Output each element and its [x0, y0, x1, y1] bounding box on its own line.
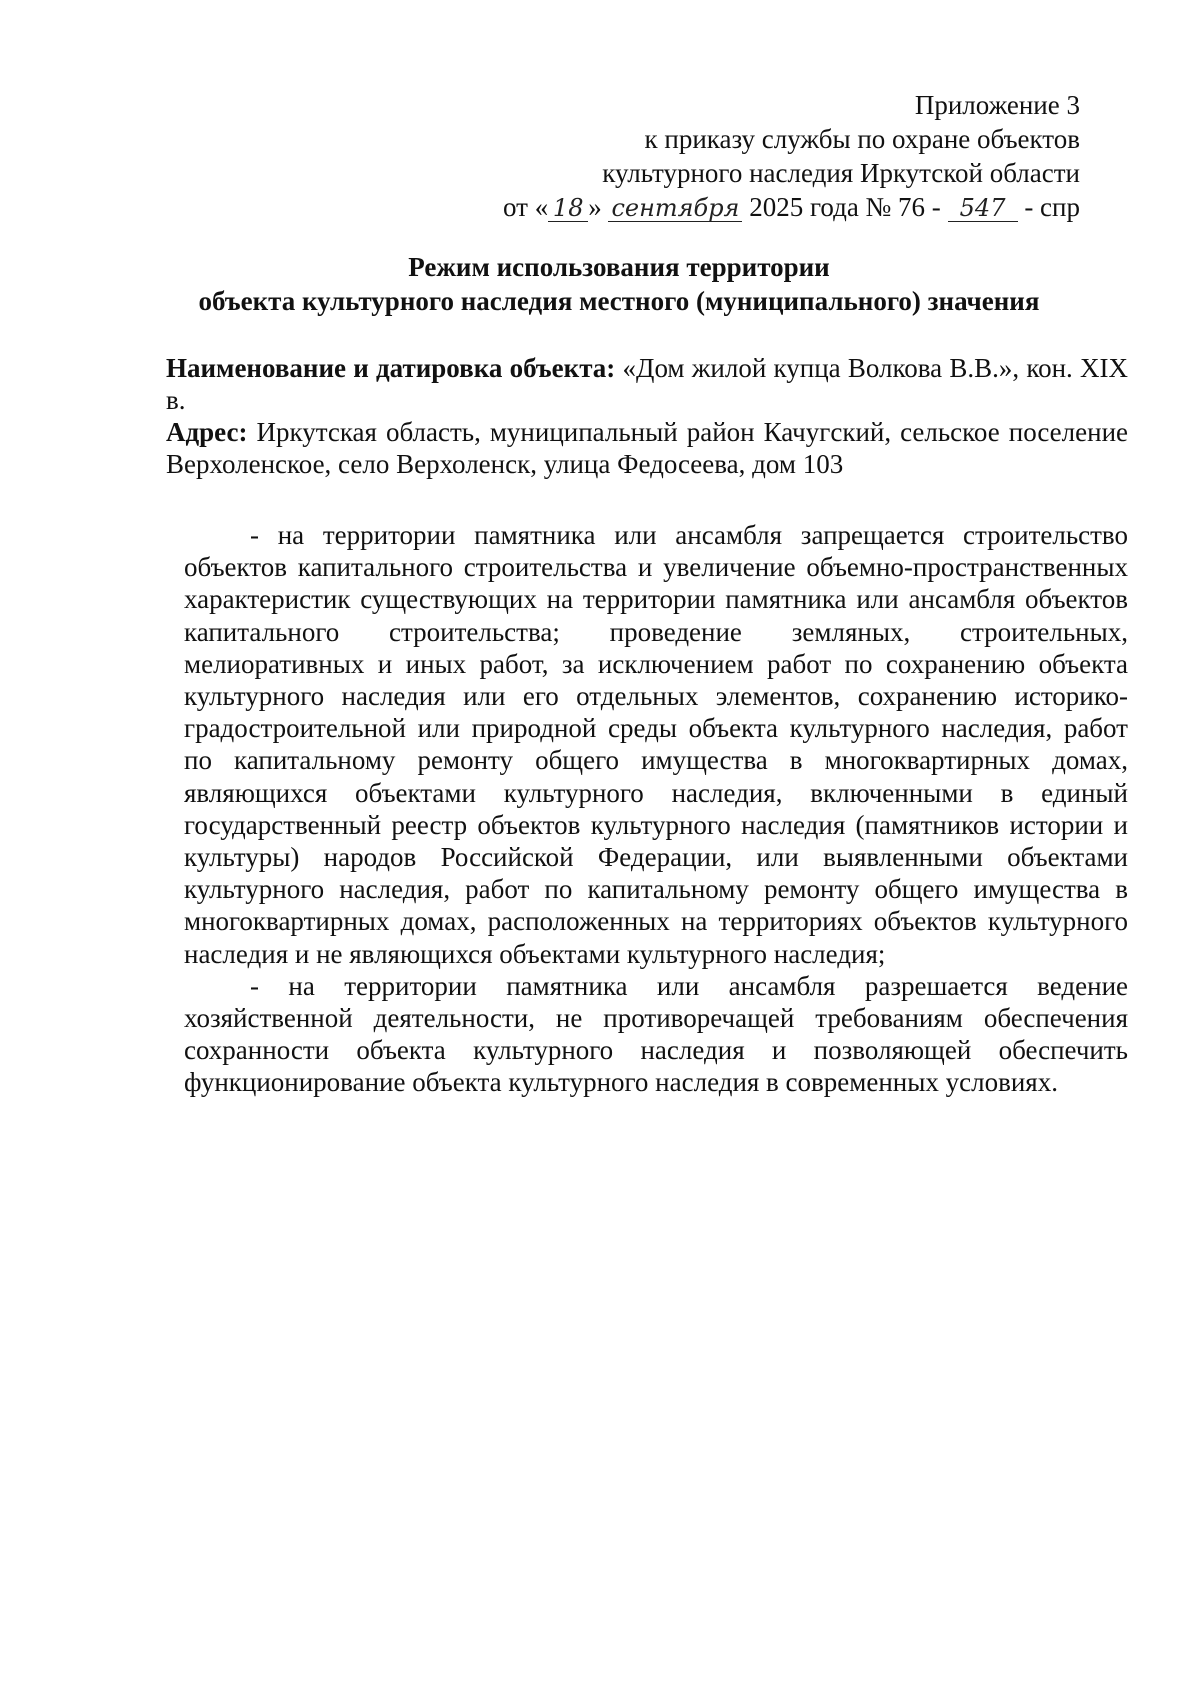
object-address-label: Адрес:	[166, 417, 248, 447]
date-suffix: 2025 года № 76 -	[749, 192, 941, 222]
title-line-1: Режим использования территории	[408, 252, 830, 282]
handwritten-month: сентября	[608, 195, 742, 222]
object-address-paragraph	[166, 416, 1128, 480]
title-line-2: объекта культурного наследия местного (муниципального) значения	[198, 286, 1040, 316]
rule-permission: - на территории памятника или ансамбля разрешается ведение хозяйственной деятельности, не противоречащей требованиям обеспечения сохранности объекта культурного наследия и позволяющей обеспечить функционирование объекта культурного наследия в современных условиях.	[184, 970, 1128, 1098]
order-suffix: - спр	[1024, 192, 1080, 222]
document-title	[160, 250, 1078, 318]
appendix-header	[360, 88, 1080, 224]
date-mid: »	[588, 192, 602, 222]
object-address-value: Иркутская область, муниципальный район Качугский, сельское поселение Верхоленское, село Верхоленск, улица Федосеева, дом 103	[166, 417, 1129, 479]
object-name-label: Наименование и датировка объекта:	[166, 353, 616, 383]
object-name-paragraph	[166, 352, 1128, 416]
date-prefix: от «	[503, 192, 549, 222]
appendix-agency: культурного наследия Иркутской области	[602, 158, 1080, 188]
object-info	[166, 352, 1128, 480]
usage-rules	[184, 519, 1128, 1099]
handwritten-order-number: 547	[948, 195, 1018, 222]
object-name-value: «Дом жилой купца Волкова В.В.», кон. XIX в.	[166, 353, 1128, 415]
appendix-date-line	[360, 190, 1080, 224]
appendix-order-ref: к приказу службы по охране объектов	[644, 124, 1080, 154]
appendix-title: Приложение 3	[914, 90, 1080, 120]
rule-prohibition: - на территории памятника или ансамбля запрещается строительство объектов капитального строительства и увеличение объемно-пространственных характеристик существующих на территории памятника или ансамбля объектов капитального строительства; проведение земляных, строительных, мелиоративных и иных работ, за исключением работ по сохранению объекта культурного наследия или его отдельных элементов, сохранению историко-градостроительной или природной среды объекта культурного наследия, работ по капитальному ремонту общего имущества в многоквартирных домах, являющихся объектами культурного наследия, включенными в единый государственный реестр объектов культурного наследия (памятников истории и культуры) народов Российской Федерации, или выявленными объектами культурного наследия, работ по капитальному ремонту общего имущества в многоквартирных домах, расположенных на территориях объектов культурного наследия и не являющихся объектами культурного наследия;	[184, 520, 1128, 969]
handwritten-day: 18	[548, 195, 588, 222]
